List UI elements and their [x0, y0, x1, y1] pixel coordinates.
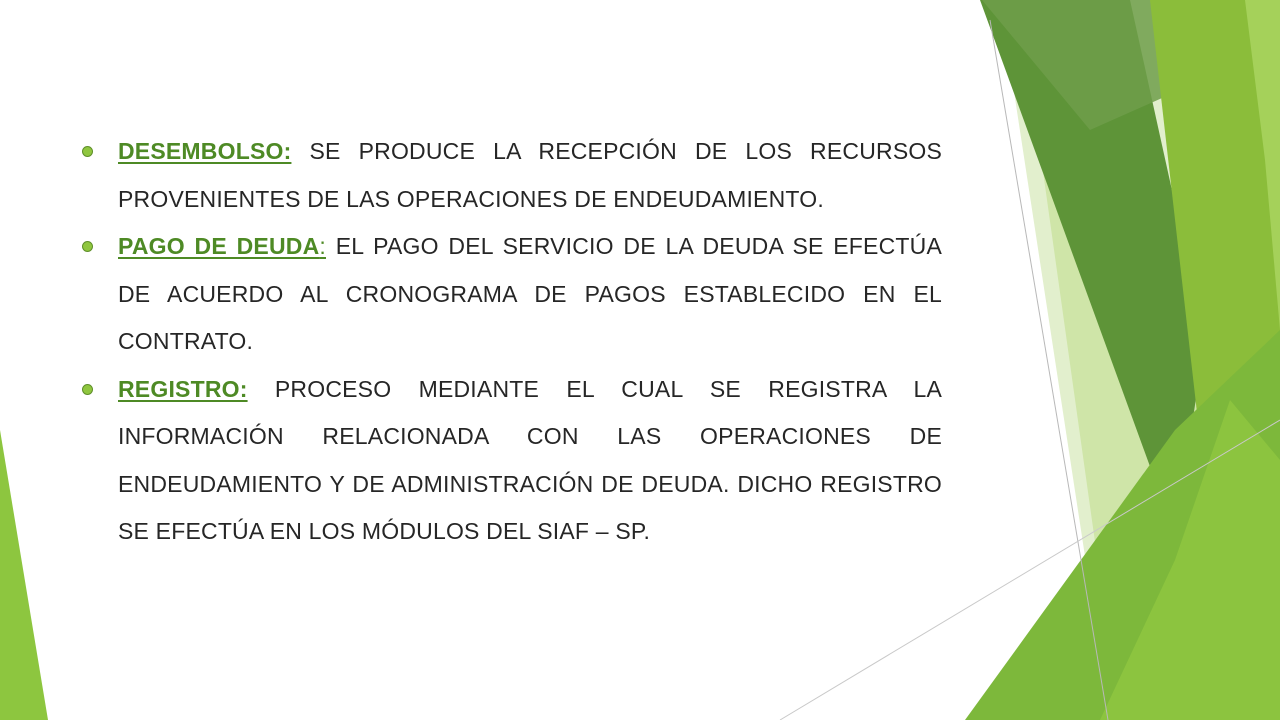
bullet-term: REGISTRO: [118, 375, 248, 402]
bullet-text: EL PAGO DEL SERVICIO DE LA DEUDA SE EFECTÚA DE ACUERDO AL CRONOGRAMA DE PAGOS ESTABLECIDO EN EL CONTRATO. [118, 233, 942, 354]
bullet-text: PROCESO MEDIANTE EL CUAL SE REGISTRA LA INFORMACIÓN RELACIONADA CON LAS OPERACIONES DE ENDEUDAMIENTO Y DE ADMINISTRACIÓN DE DEUDA. DICHO REGISTRO SE EFECTÚA EN LOS MÓDULOS DEL SIAF – SP. [118, 375, 942, 544]
bullet-icon [82, 384, 93, 395]
bullet-icon [82, 146, 93, 157]
bullet-icon [82, 241, 93, 252]
bullet-list [82, 128, 942, 556]
bullet-text: SE PRODUCE LA RECEPCIÓN DE LOS RECURSOS PROVENIENTES DE LAS OPERACIONES DE ENDEUDAMIENTO. [118, 138, 942, 212]
left-facet-shape [0, 430, 48, 720]
bullet-term-separator: : [319, 233, 326, 259]
bullet-item-desembolso [82, 128, 942, 223]
bullet-item-pago-de-deuda [82, 223, 942, 366]
bullet-term: DESEMBOLSO: [118, 138, 292, 164]
bullet-term: PAGO DE DEUDA [118, 233, 320, 259]
bullet-item-registro [82, 366, 942, 556]
